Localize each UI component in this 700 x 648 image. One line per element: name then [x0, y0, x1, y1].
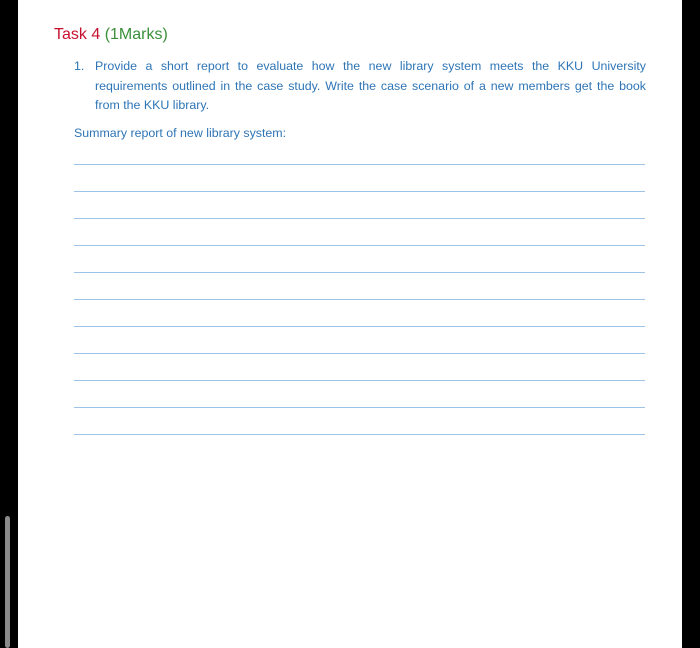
answer-line: [74, 434, 645, 461]
document-page: [18, 0, 682, 648]
question-number: 1.: [74, 59, 85, 73]
task-heading: [54, 25, 168, 45]
question-item: [74, 57, 646, 116]
answer-lines: [74, 164, 645, 461]
answer-line: [74, 218, 645, 245]
answer-line: [74, 353, 645, 380]
scroll-indicator[interactable]: [5, 516, 10, 648]
answer-line: [74, 407, 645, 434]
answer-line: [74, 164, 645, 191]
answer-line: [74, 245, 645, 272]
answer-line: [74, 326, 645, 353]
answer-line: [74, 380, 645, 407]
task-title: Task 4: [54, 26, 101, 43]
answer-line: [74, 272, 645, 299]
summary-label: Summary report of new library system:: [74, 126, 287, 140]
task-marks: (1Marks): [104, 26, 168, 43]
answer-line: [74, 191, 645, 218]
question-text: Provide a short report to evaluate how the new library system meets the KKU University requirements outlined in the case study. Write the case scenario of a new members get the book from the KKU library.: [95, 59, 646, 112]
answer-line: [74, 299, 645, 326]
